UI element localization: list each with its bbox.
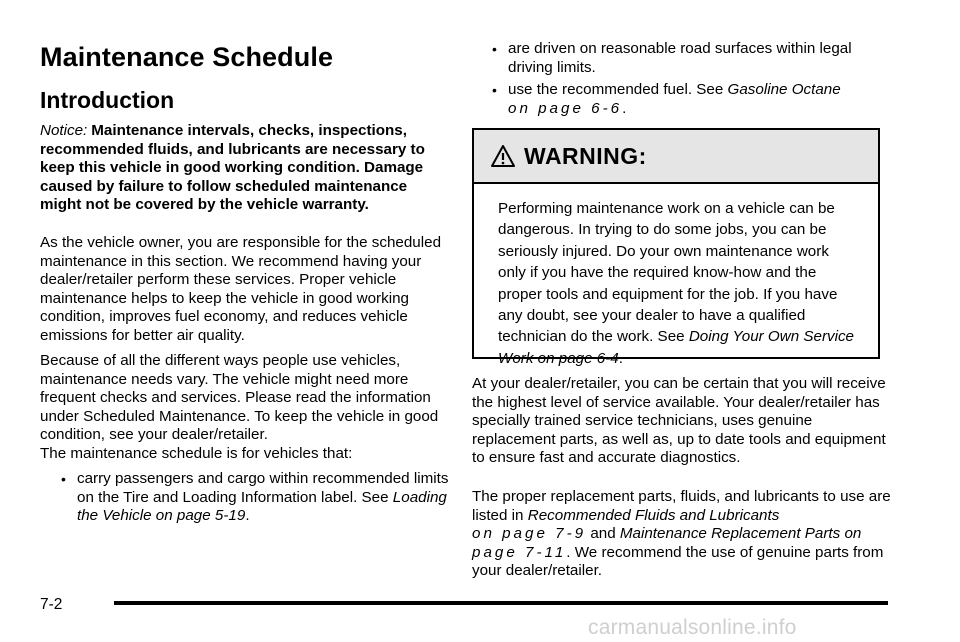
warning-text: Performing maintenance work on a vehicle can be dangerous. In trying to do some jobs, you can be seriously injured. Do your own maintenance work only if you have the required know-how and the proper tools and equipment for the job. If you have any doubt, see your dealer to have a qualified technician do the work. See [498, 200, 838, 346]
intro-paragraph-1: As the vehicle owner, you are responsible for the scheduled maintenance in this section. We recommend having your dealer/retailer perform these services. Proper vehicle maintenance helps to keep the vehicle in good working condition, improves fuel economy, and reduces vehicle emissions for better air quality. [40, 234, 442, 344]
period: . [245, 507, 250, 524]
warning-box [472, 128, 880, 367]
notice-text: Maintenance intervals, checks, inspections, recommended fluids, and lubricants are necessary to keep this vehicle in good working condition. Damage caused by failure to follow scheduled maintenance might not be covered by the vehicle warranty. [40, 122, 425, 213]
cross-reference-page: on page 6-6 [508, 99, 623, 117]
watermark: carmanualsonline.info [588, 616, 797, 639]
intro-paragraph-2: Because of all the different ways people use vehicles, maintenance needs vary. The vehicle might need more frequent checks and services. Please read the information under Scheduled Maintenance. To keep the vehicle in good condition, see your dealer/retailer. [40, 352, 439, 443]
bullet-icon: • [492, 82, 497, 98]
parts-text-end: . We recommend the use of genuine parts from your dealer/retailer. [472, 543, 884, 579]
bullet-icon: • [492, 41, 497, 57]
warning-triangle-icon [490, 143, 516, 169]
cross-reference-link: Recommended Fluids and Lubricants [527, 506, 780, 524]
bullet-text: carry passengers and cargo within recommended limits on the Tire and Loading Information label. See [77, 470, 449, 506]
notice-label: Notice: [40, 122, 88, 139]
cross-reference-link: Maintenance Replacement Parts on [619, 525, 862, 542]
cross-reference-page: on page 7-9 [472, 525, 587, 542]
page-title: Maintenance Schedule [40, 42, 334, 72]
parts-paragraph [472, 488, 892, 581]
bullet-icon: • [61, 471, 66, 487]
list-item [61, 470, 457, 526]
list-item [492, 40, 888, 77]
cross-reference-link: Loading the Vehicle on page 5-19 [77, 488, 447, 524]
dealer-paragraph: At your dealer/retailer, you can be certain that you will receive the highest level of service available. Your dealer/retailer has specially trained service technicians, uses genuine replacement parts, as well as, up to date tools and equipment to ensure fast and accurate diagnostics. [472, 375, 886, 466]
cross-reference-link: Gasoline Octane [727, 81, 841, 98]
cross-reference-page: page 7-11 [472, 543, 567, 561]
parts-text: The proper replacement parts, fluids, and lubricants to use are listed in [472, 488, 891, 524]
list-item [492, 81, 888, 118]
period: . [622, 99, 627, 117]
page-number: 7-2 [40, 596, 63, 613]
warning-header [474, 130, 878, 184]
footer-divider [114, 601, 888, 605]
intro-paragraph-3: The maintenance schedule is for vehicles that: [40, 445, 353, 462]
warning-title: WARNING: [524, 142, 647, 169]
notice-paragraph [40, 122, 444, 215]
bullet-text: are driven on reasonable road surfaces within legal driving limits. [508, 40, 852, 76]
bullet-text: use the recommended fuel. See [508, 81, 724, 98]
period: . [618, 349, 623, 367]
warning-body [474, 184, 878, 369]
conjunction-text: and [590, 525, 616, 542]
cross-reference-link: Doing Your Own Service Work on page 6-4 [498, 328, 855, 367]
section-heading: Introduction [40, 87, 175, 113]
